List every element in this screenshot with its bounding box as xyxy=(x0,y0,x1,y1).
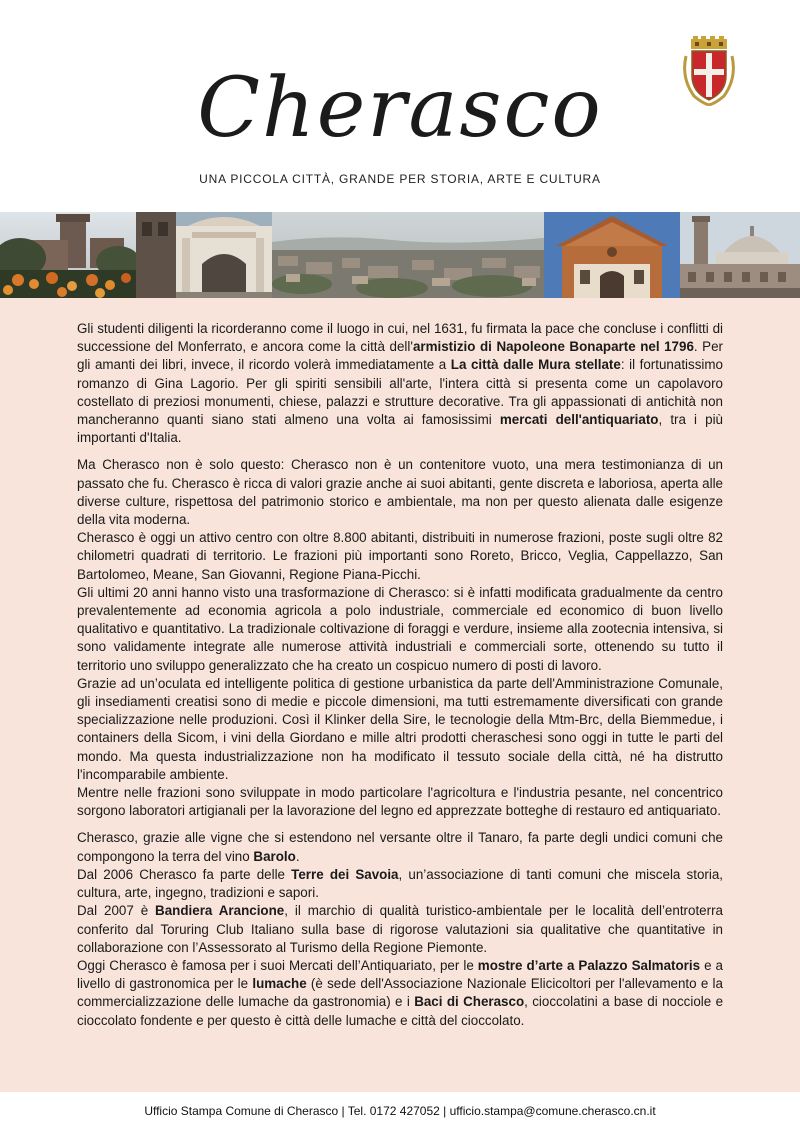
highlight-text: mostre d’arte a Palazzo Salmatoris xyxy=(477,957,701,973)
paragraph xyxy=(77,784,723,820)
photo-castle xyxy=(0,212,136,298)
highlight-text: Terre dei Savoia xyxy=(291,866,399,882)
highlight-text: armistizio di Napoleone Bonaparte nel 1796 xyxy=(412,339,694,355)
footer-contact: Ufficio Stampa Comune di Cherasco | Tel. 0172 427052 | ufficio.stampa@comune.cherasco.cn.it xyxy=(144,1104,656,1118)
paragraph-text: . Per gli amanti dei libri, invece, il ricordo volerà immediatamente a xyxy=(77,339,723,373)
paragraph-text: , tra i più importanti d'Italia. xyxy=(77,412,724,446)
paragraph xyxy=(77,866,723,902)
paragraph-text: : il fortunatissimo romanzo di Gina Lagorio. Per gli spiriti sensibili all'arte, l'intera città si presenta come un capolavoro costellato di preziosi monumenti, chiese, palazzi e strutture decorative. Tra gli appassionati di antichità non mancheranno quanti siano stati almeno una volta ai famosissimi xyxy=(77,357,723,428)
page-subtitle: UNA PICCOLA CITTÀ, GRANDE PER STORIA, ARTE E CULTURA xyxy=(199,172,601,186)
paragraph-text: Oggi Cherasco è famosa per i suoi Mercati dell’Antiquariato, per le xyxy=(77,957,478,973)
photo-dome xyxy=(680,212,800,298)
paragraph-text: Dal 2007 è xyxy=(77,903,156,919)
paragraph xyxy=(77,529,723,584)
body-panel xyxy=(0,298,800,1092)
paragraph xyxy=(77,829,723,865)
paragraph-text: e a livello di gastronomica per le xyxy=(77,957,723,992)
highlight-text: Bandiera Arancione xyxy=(155,903,285,919)
paragraph-text: Ma Cherasco non è solo questo: Cherasco non è un contenitore vuoto, una mera testimonianza di un passato che fu. Cherasco è ricca di valori grazie anche ai suoi abitanti, gente discreta e laboriosa, aperta alle diverse culture, rispettosa del patrimonio storico e ambientale, ma non per questo alienata dalle esigenze della vita moderna. xyxy=(77,457,723,528)
photo-arch xyxy=(136,212,272,298)
photo-strip xyxy=(0,212,800,298)
highlight-text: La città dalle Mura stellate xyxy=(450,357,621,373)
paragraph-text: Mentre nelle frazioni sono sviluppate in modo particolare l'agricoltura e l'industria pesante, nel concentrico sorgono laboratori artigianali per la lavorazione del legno ed apprezzate botteghe di restauro ed antiquariato. xyxy=(77,785,723,819)
paragraph-text: , un’associazione di tanti comuni che miscela storia, cultura, arte, ingegno, tradizioni e sapori. xyxy=(77,866,724,901)
page-title: Cherasco xyxy=(197,61,603,156)
paragraph xyxy=(77,902,723,957)
photo-church xyxy=(544,212,680,298)
article-body xyxy=(77,320,723,1030)
highlight-text: lumache xyxy=(252,976,307,992)
paragraph-text: Dal 2006 Cherasco fa parte delle xyxy=(77,866,292,882)
paragraph-text: Grazie ad un’oculata ed intelligente politica di gestione urbanistica da parte dell'Amministrazione Comunale, gli insediamenti creatisi sono di medie e piccole dimensioni, ma tutti estremamente diversificati con grande specializzazione nelle produzioni. Così il Klinker della Sire, le tecnologie della Mtm-Brc, della Biemmedue, i containers della Sicom, i vini della Giordano e mille altri prodotti cheraschesi sono oggi in tutte le parti del mondo. Ma questa industrializzazione non ha modificato il tessuto sociale della città, né ha distrutto l'incomparabile ambiente. xyxy=(77,675,723,782)
coat-of-arms-crest-icon xyxy=(680,36,738,106)
paragraph xyxy=(77,957,723,1030)
paragraph-text: Gli studenti diligenti la ricorderanno come il luogo in cui, nel 1631, fu firmata la pace che concluse i conflitti di successione del Monferrato, e ancora come la città dell' xyxy=(77,321,723,355)
header xyxy=(0,0,800,212)
highlight-text: Barolo xyxy=(253,848,296,864)
paragraph xyxy=(77,675,723,784)
paragraph-text: . xyxy=(295,848,300,864)
paragraph-text: , cioccolatini a base di nocciole e cioccolato fondente e per questo è città delle lumache e città del cioccolato. xyxy=(77,994,724,1028)
highlight-text: Baci di Cherasco xyxy=(414,994,525,1010)
paragraph-text: (è sede dell'Associazione Nazionale Elicicoltori per l'allevamento e la commercializzazione delle lumache da gastronomia) e i xyxy=(77,976,723,1010)
paragraph xyxy=(77,584,723,675)
paragraph-text: Gli ultimi 20 anni hanno visto una trasformazione di Cherasco: si è infatti modificata gradualmente da centro prevalentemente ad economia agricola a polo industriale, commerciale ed economico di buon livello qualitativo e quantitativo. La tradizionale coltivazione di foraggi e verdure, insieme alla zootecnia intensiva, si sono validamente integrate alle numerose attività industriali e commerciali sorte, ottenendo su tutto il territorio uno sviluppo generalizzato che ha creato un cospicuo numero di posti di lavoro. xyxy=(77,584,723,673)
paragraph-text: Cherasco, grazie alle vigne che si estendono nel versante oltre il Tanaro, fa parte degli undici comuni che compongono la terra del vino xyxy=(77,830,723,864)
photo-panorama xyxy=(272,212,544,298)
highlight-text: mercati dell'antiquariato xyxy=(499,412,659,428)
paragraph-text: , il marchio di qualità turistico-ambientale per le località dell’entroterra conferito dal Toruring Club Italiano sulla base di rigorose valutazioni sia qualitative che quantitative in collaborazione con l’Assessorato al Turismo della Regione Piemonte. xyxy=(77,903,723,955)
paragraph xyxy=(77,320,723,447)
paragraph-text: Cherasco è oggi un attivo centro con oltre 8.800 abitanti, distribuiti in numerose frazioni, poste sugli oltre 82 chilometri quadrati di territorio. Le frazioni più importanti sono Roreto, Bricco, Veglia, Cappellazzo, San Bartolomeo, Meane, San Giovanni, Regione Piana-Picchi. xyxy=(77,530,723,582)
paragraph xyxy=(77,456,723,529)
